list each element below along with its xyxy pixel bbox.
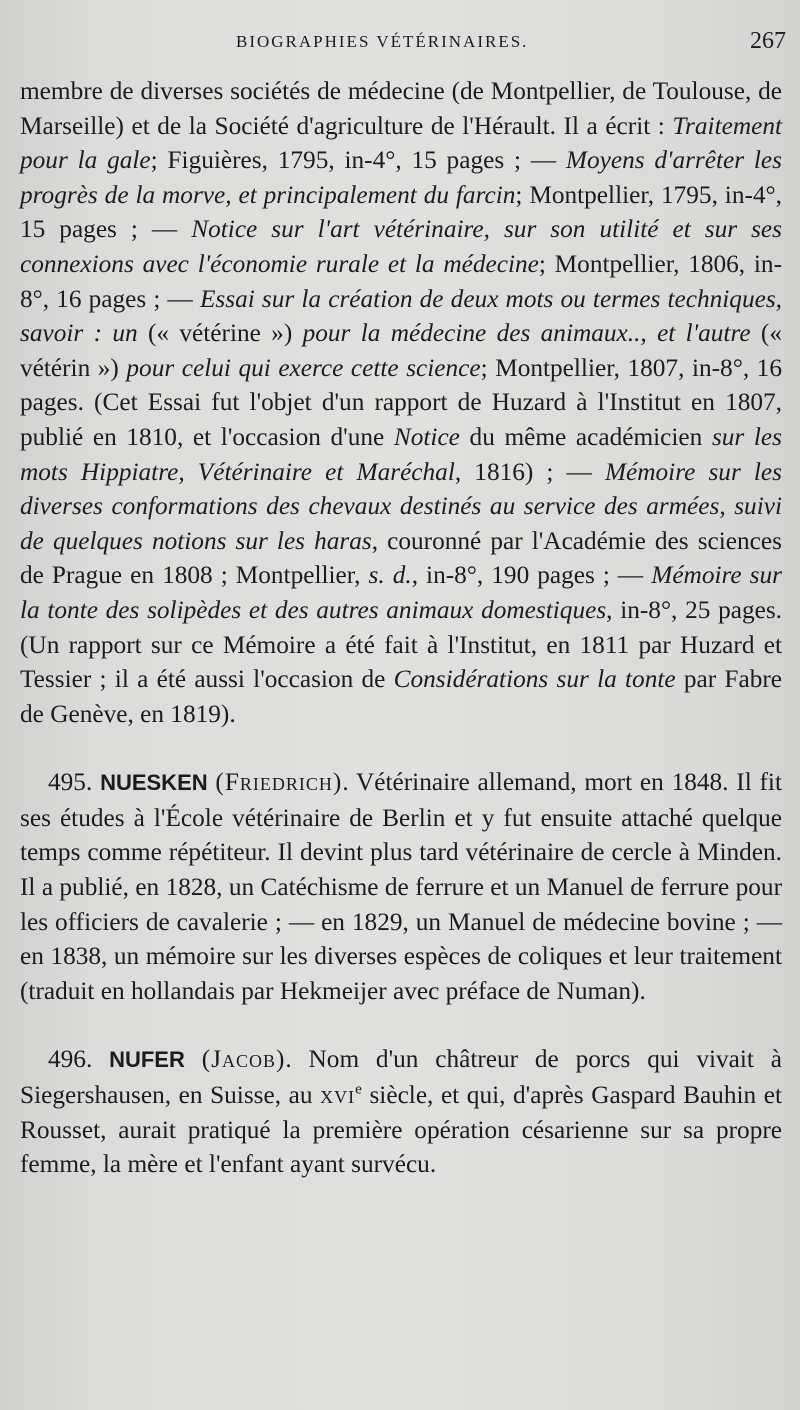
running-title: BIOGRAPHIES VÉTÉRINAIRES. bbox=[236, 32, 529, 51]
entry-firstname: (Friedrich) bbox=[215, 768, 343, 797]
entry-text: siècle, et qui, d'après Gaspard Bauhin et Rousset, aurait pratiqué la première opération césarienne sur sa propre femme, la mère et l'enfant ayant survécu. bbox=[20, 1081, 782, 1179]
text-run: , in-8°, 190 pages ; — bbox=[411, 561, 652, 590]
running-head bbox=[0, 28, 800, 60]
century-superscript: e bbox=[355, 1080, 362, 1098]
text-run: du même académicien bbox=[459, 422, 712, 451]
entry-496 bbox=[20, 1042, 782, 1181]
text-run: ; Montpellier, 1807, in-8°, 16 pages. (Cet Essai fut l'objet d'un rapport de Huzard à l'Institut en 1807, publié en 1810, et l'occasion d'une bbox=[20, 353, 782, 451]
work-title: Moyens d'arrêter les progrès de la morve, et principalement du farcin bbox=[20, 146, 783, 209]
text-run: ; Figuières, 1795, in-4°, 15 pages ; — bbox=[150, 146, 566, 175]
entry-number: 495. bbox=[48, 768, 93, 797]
continued-entry-paragraph bbox=[20, 74, 782, 731]
text-run: , in-8°, 25 pages. (Un rapport sur ce Mémoire a été fait à l'Institut, en 1811 par Huzard et Tessier ; il a été aussi l'occasion de bbox=[20, 595, 782, 694]
century-numeral: xvi bbox=[320, 1081, 356, 1110]
text-run: , couronné par l'Académie des sciences de Prague en 1808 ; Montpellier, bbox=[20, 526, 782, 590]
entry-495 bbox=[20, 765, 782, 1008]
entry-text: . Vétérinaire allemand, mort en 1848. Il fit ses études à l'École vétérinaire de Berlin et y fut ensuite attaché quelque temps comme répétiteur. Il devint plus tard vétérinaire de cercle à Minden. Il a publié, en 1828, un Catéchisme de ferrure et un Manuel de ferrure pour les officiers de cavalerie ; — en 1829, un Manuel de médecine bovine ; — en 1838, un mémoire sur les diverses espèces de coliques et leur traitement (traduit en hollandais par Hekmeijer avec préface de Numan). bbox=[20, 768, 782, 1005]
text-run: (« vétérin ») bbox=[20, 319, 782, 382]
work-title: Essai sur la création de deux mots ou termes techniques, savoir : un bbox=[20, 284, 782, 348]
abbreviation: s. d. bbox=[368, 561, 412, 590]
work-title: pour celui qui exerce cette science bbox=[126, 353, 481, 382]
entry-surname: NUESKEN bbox=[100, 770, 208, 796]
entry-text: . Nom d'un châtreur de porcs qui vivait à Siegershausen, en Suisse, au bbox=[20, 1045, 782, 1110]
text-run: par Fabre de Genève, en 1819). bbox=[20, 665, 783, 728]
text-run: ; Montpellier, 1795, in-4°, 15 pages ; — bbox=[20, 180, 783, 244]
page-number: 267 bbox=[750, 28, 786, 54]
work-title: Notice bbox=[393, 422, 460, 451]
text-run: , 1816) ; — bbox=[454, 457, 605, 486]
work-title: Mémoire sur les diverses conformations des chevaux destinés au service des armées, suivi de quelques notions sur les haras bbox=[20, 457, 783, 555]
entry-surname: NUFER bbox=[109, 1047, 185, 1073]
entry-firstname: (Jacob) bbox=[201, 1045, 286, 1074]
work-title: Considérations sur la tonte bbox=[393, 665, 676, 694]
work-title: Mémoire sur la tonte des solipèdes et des autres animaux domestiques bbox=[20, 561, 782, 624]
work-title: Notice sur l'art vétérinaire, sur son utilité et sur ses connexions avec l'économie rurale et la médecine bbox=[20, 215, 782, 278]
text-run: (« vétérine ») bbox=[137, 319, 303, 348]
text-run: ; Montpellier, 1806, in-8°, 16 pages ; — bbox=[20, 249, 783, 313]
work-title: sur les mots Hippiatre, Vétérinaire et Maréchal bbox=[20, 422, 783, 486]
work-title: pour la médecine des animaux.., et l'autre bbox=[302, 319, 751, 348]
entry-number: 496. bbox=[48, 1045, 93, 1074]
work-title: Traitement pour la gale bbox=[20, 111, 782, 175]
body-text bbox=[20, 74, 782, 1182]
text-run: membre de diverses sociétés de médecine (de Montpellier, de Toulouse, de Marseille) et de la Société d'agriculture de l'Hérault. Il a écrit : bbox=[20, 77, 782, 140]
